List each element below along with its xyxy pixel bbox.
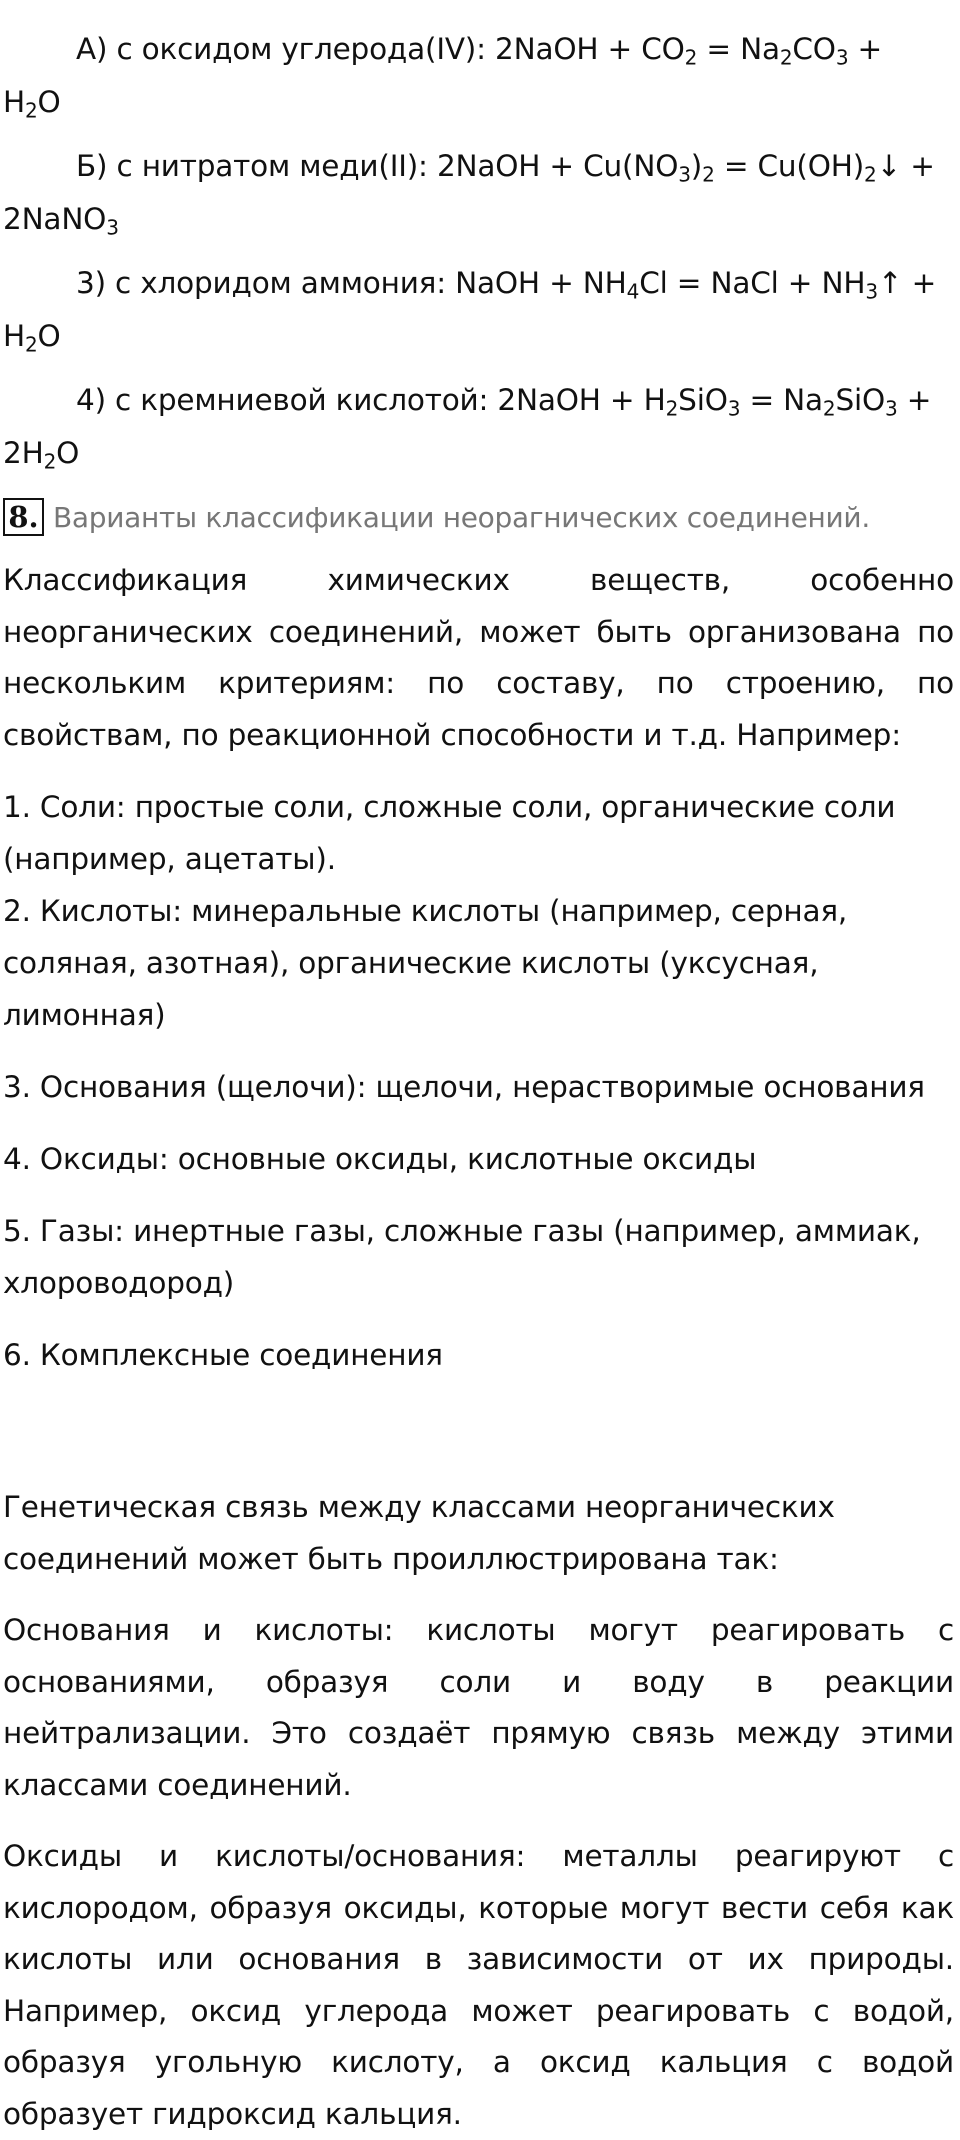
genetic-intro: Генетическая связь между классами неорганических соединений может быть проиллюстрирована так: bbox=[3, 1490, 835, 1576]
reaction-c: 3) с хлоридом аммония: NaOH + $NH_4Cl$ = NaCl + $NH_3↑ + H_2O$ bbox=[3, 266, 937, 357]
class-item-5: 5. Газы: инертные газы, сложные газы (например, аммиак, хлороводород) bbox=[3, 1214, 921, 1300]
reaction-a: А) с оксидом углерода(IV): 2NaOH + $CO_2 = Na_2CO_3 + H_2O$ bbox=[3, 32, 883, 123]
class-item-1: 1. Соли: простые соли, сложные соли, органические соли (например, ацетаты). bbox=[3, 790, 896, 876]
class-item-3: 3. Основания (щелочи): щелочи, нерастворимые основания bbox=[3, 1070, 925, 1104]
reaction-d: 4) с кремниевой кислотой: 2NaOH + $H_2SiO_3 = Na_2SiO_3 + 2H_2O$ bbox=[3, 383, 932, 474]
paragraph-bases-acids: Основания и кислоты: кислоты могут реагировать с основаниями, образуя соли и воду в реакции нейтрализации. Это создаёт прямую связь между этими классами соединений. bbox=[3, 1613, 954, 1802]
class-item-6: 6. Комплексные соединения bbox=[3, 1338, 443, 1372]
section-number-box: 8. bbox=[3, 498, 44, 536]
class-item-4: 4. Оксиды: основные оксиды, кислотные оксиды bbox=[3, 1142, 757, 1176]
intro-paragraph: Классификация химических веществ, особенно неорганических соединений, может быть организована по нескольким критериям: по составу, по строению, по свойствам, по реакционной способности и т.д. Например: bbox=[3, 563, 954, 752]
reaction-b: Б) с нитратом меди(II): 2NaOH + $Cu(NO_3)_2$ = $Cu(OH)_2↓$ + 2NaNO$_3$ bbox=[3, 149, 935, 240]
section-title: Варианты классификации неорагнических соединений. bbox=[53, 500, 870, 534]
section-heading bbox=[3, 491, 960, 543]
class-item-2: 2. Кислоты: минеральные кислоты (например, серная, соляная, азотная), органические кислоты (уксусная, лимонная) bbox=[3, 894, 848, 1032]
paragraph-oxides: Оксиды и кислоты/основания: металлы реагируют с кислородом, образуя оксиды, которые могут вести себя как кислоты или основания в зависимости от их природы. Например, оксид углерода может реагировать с водой, образуя угольную кислоту, а оксид кальция с водой образует гидроксид кальция. bbox=[3, 1839, 954, 2131]
